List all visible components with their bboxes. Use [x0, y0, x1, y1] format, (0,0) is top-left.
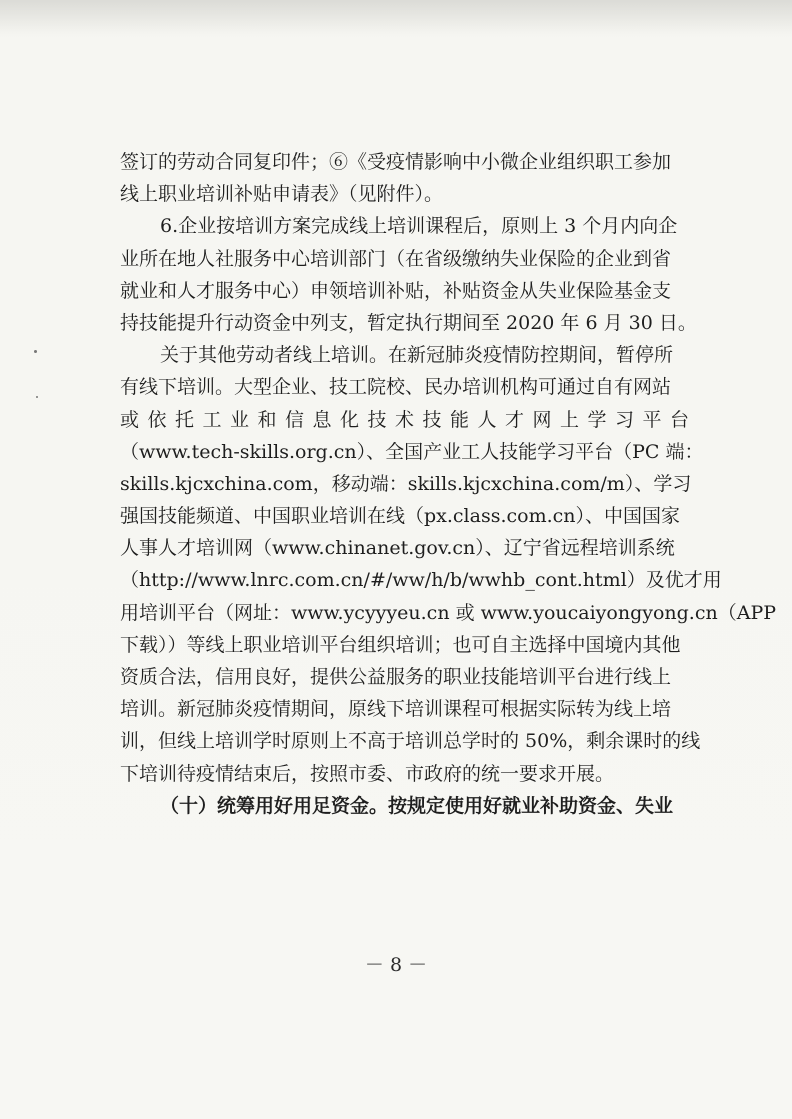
scan-speck [36, 396, 38, 398]
scan-shadow [0, 0, 792, 34]
text-line-13: 人事人才培训网（www.chinanet.gov.cn）、辽宁省远程培训系统 [120, 537, 675, 560]
text-line-20: 下培训待疫情结束后，按照市委、市政府的统一要求开展。 [120, 762, 615, 785]
text-line-12: 强国技能频道、中国职业培训在线（px.class.com.cn）、中国国家 [120, 505, 681, 528]
page-number: － 8 － [364, 954, 428, 976]
text-line-1: 签订的劳动合同复印件；⑥《受疫情影响中小微企业组织职工参加 [120, 151, 672, 173]
text-line-5: 就业和人才服务中心）申领培训补贴，补贴资金从失业保险基金支 [120, 279, 672, 302]
text-line-11: skills.kjcxchina.com，移动端：skills.kjcxchina.com/m）、学习 [120, 472, 692, 495]
scan-speck [34, 350, 37, 353]
text-line-14: （http://www.lnrc.com.cn/#/ww/h/b/wwhb_cont.html）及优才用 [120, 569, 722, 592]
text-line-10: （www.tech-skills.org.cn）、全国产业工人技能学习平台（PC 端： [120, 440, 704, 463]
text-line-19: 训，但线上培训学时原则上不高于培训总学时的 50%，剩余课时的线 [120, 730, 701, 753]
text-line-7: 关于其他劳动者线上培训。在新冠肺炎疫情防控期间，暂停所 [160, 344, 674, 367]
body-text [120, 146, 777, 822]
text-line-17: 资质合法，信用良好，提供公益服务的职业技能培训平台进行线上 [120, 666, 672, 688]
text-line-6: 持技能提升行动资金中列支，暂定执行期间至 2020 年 6 月 30 日。 [120, 311, 697, 334]
text-line-18: 培训。新冠肺炎疫情期间，原线下培训课程可根据实际转为线上培 [120, 698, 672, 721]
section-heading: （十）统筹用好用足资金。按规定使用好就业补助资金、失业 [160, 794, 674, 817]
text-line-4: 业所在地人社服务中心培训部门（在省级缴纳失业保险的企业到省 [120, 247, 672, 270]
text-line-2: 线上职业培训补贴申请表》（见附件）。 [120, 183, 444, 206]
text-line-3: 6.企业按培训方案完成线上培训课程后，原则上 3 个月内向企 [160, 215, 678, 238]
text-line-16: 下载））等线上职业培训平台组织培训；也可自主选择中国境内其他 [120, 633, 681, 656]
text-line-15: 用培训平台（网址：www.ycyyyeu.cn 或 www.youcaiyongyong.cn（APP [120, 601, 777, 624]
text-line-8: 有线下培训。大型企业、技工院校、民办培训机构可通过自有网站 [120, 376, 672, 399]
text-line-9: 或依托工业和信息化技术技能人才网上学习平台 [120, 408, 698, 431]
